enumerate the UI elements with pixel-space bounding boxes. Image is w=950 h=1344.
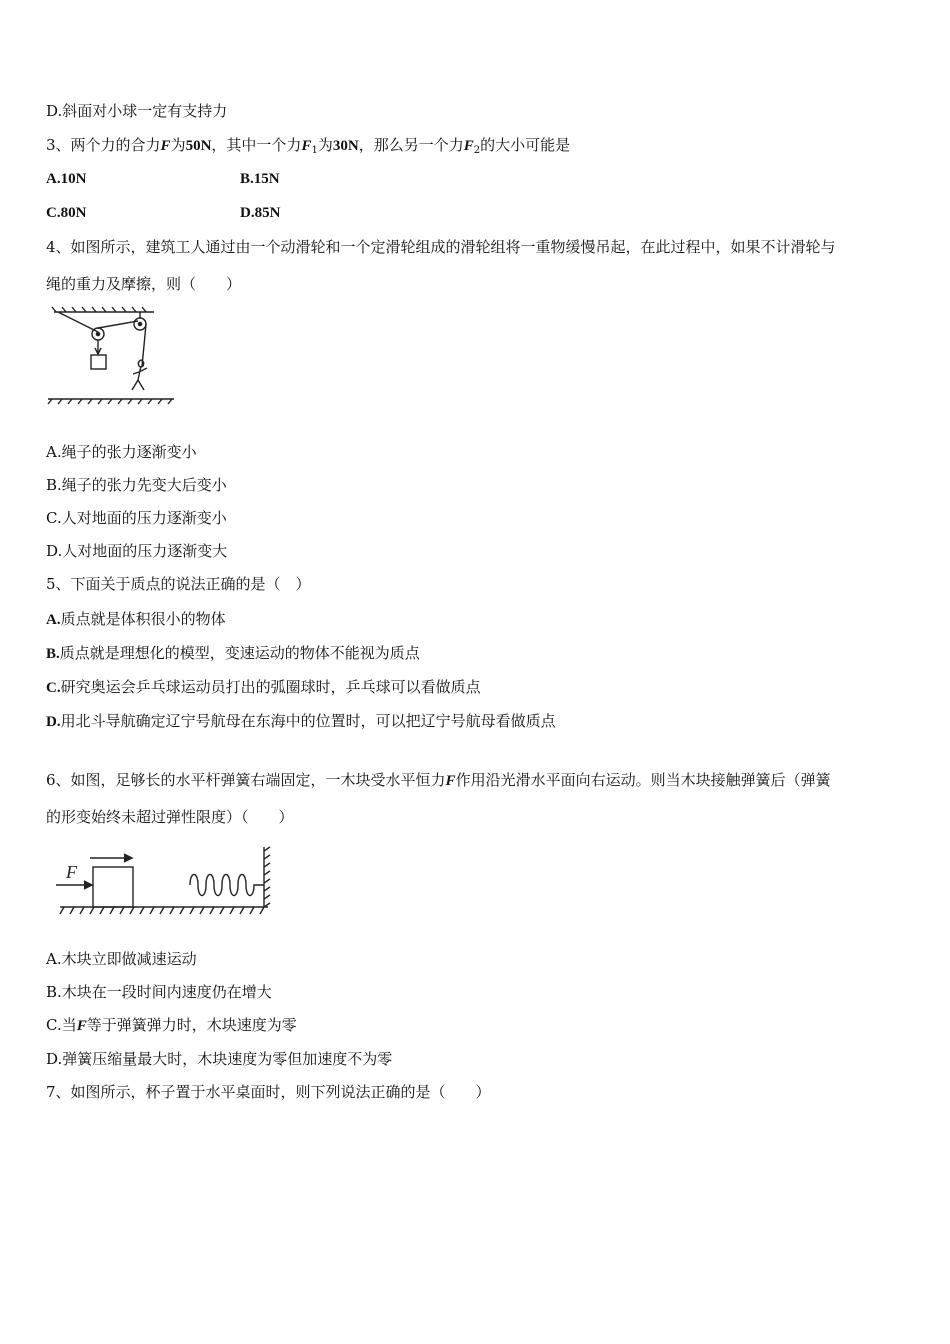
q3-symbol-f2: F bbox=[463, 138, 474, 154]
q6-stem-line2: 的形变始终未超过弹性限度）（ ） bbox=[46, 808, 294, 826]
q5-option-d-text: 用北斗导航确定辽宁号航母在东海中的位置时，可以把辽宁号航母看做质点 bbox=[60, 712, 556, 730]
spring-block-figure bbox=[56, 845, 278, 921]
q4-option-d: D.人对地面的压力逐渐变大 bbox=[46, 542, 228, 560]
q3-symbol-f: F bbox=[160, 138, 171, 154]
q3-force-f1: 30N bbox=[332, 138, 359, 154]
q3-stem-mid1: 为 bbox=[170, 136, 186, 154]
q6-option-c bbox=[46, 1015, 297, 1036]
q3-stem-mid3: 为 bbox=[317, 136, 333, 154]
q3-option-c: C.80N bbox=[46, 205, 87, 221]
q2-option-d: D.斜面对小球一定有支持力 bbox=[46, 102, 228, 120]
pulley-figure bbox=[46, 306, 180, 406]
q4-option-a: A.绳子的张力逐渐变小 bbox=[46, 443, 197, 461]
q5-option-a-text: 质点就是体积很小的物体 bbox=[60, 610, 226, 628]
q3-option-b: B.15N bbox=[240, 171, 280, 187]
q3-stem-mid4: ，那么另一个力 bbox=[358, 136, 464, 154]
q5-option-c-letter: C. bbox=[46, 680, 61, 696]
q5-option-d bbox=[46, 711, 556, 732]
q6-symbol-f: F bbox=[445, 773, 456, 789]
q7-stem: 7、如图所示，杯子置于水平桌面时，则下列说法正确的是（ ） bbox=[46, 1083, 491, 1101]
q6-stem-line1 bbox=[46, 770, 831, 791]
q5-option-c bbox=[46, 677, 481, 698]
q5-option-b-text: 质点就是理想化的模型，变速运动的物体不能视为质点 bbox=[59, 644, 420, 662]
spring-figure-force-label: F bbox=[66, 862, 77, 882]
q6-option-c-b: 等于弹簧弹力时，木块速度为零 bbox=[86, 1016, 297, 1034]
q3-symbol-f1: F bbox=[301, 138, 312, 154]
q3-stem-prefix: 3、两个力的合力 bbox=[46, 136, 161, 154]
q6-stem-line1-b: 作用沿光滑水平面向右运动。则当木块接触弹簧后（弹簧 bbox=[455, 771, 831, 789]
q5-option-a bbox=[46, 609, 226, 630]
q3-subscript-1: 1 bbox=[311, 145, 318, 156]
q4-option-c: C.人对地面的压力逐渐变小 bbox=[46, 509, 227, 527]
q4-option-b: B.绳子的张力先变大后变小 bbox=[46, 476, 227, 494]
q3-stem bbox=[46, 135, 570, 161]
q5-option-d-letter: D. bbox=[46, 714, 61, 730]
q6-option-a: A.木块立即做减速运动 bbox=[46, 950, 197, 968]
q4-stem-line2: 绳的重力及摩擦，则（ ） bbox=[46, 275, 242, 293]
q5-stem: 5、下面关于质点的说法正确的是（ ） bbox=[46, 575, 311, 593]
q5-option-c-text: 研究奥运会乒乓球运动员打出的弧圈球时，乒乓球可以看做质点 bbox=[60, 678, 481, 696]
q5-option-b-letter: B. bbox=[46, 646, 60, 662]
q6-option-b: B.木块在一段时间内速度仍在增大 bbox=[46, 983, 272, 1001]
q5-option-b bbox=[46, 643, 420, 664]
q3-stem-mid2: ，其中一个力 bbox=[211, 136, 302, 154]
q6-option-c-a: C.当 bbox=[46, 1016, 77, 1034]
q6-option-c-symbol-f: F bbox=[76, 1018, 87, 1034]
q3-stem-suffix: 的大小可能是 bbox=[480, 136, 571, 154]
q3-option-a: A.10N bbox=[46, 171, 87, 187]
q5-option-a-letter: A. bbox=[46, 612, 61, 628]
q6-stem-line1-a: 6、如图，足够长的水平杆弹簧右端固定，一木块受水平恒力 bbox=[46, 771, 446, 789]
q6-option-d: D.弹簧压缩量最大时，木块速度为零但加速度不为零 bbox=[46, 1050, 393, 1068]
q3-subscript-2: 2 bbox=[473, 145, 481, 156]
q4-stem-line1: 4、如图所示，建筑工人通过由一个动滑轮和一个定滑轮组成的滑轮组将一重物缓慢吊起，在此过程中，如果不计滑轮与 bbox=[46, 238, 836, 256]
q3-total-force: 50N bbox=[185, 138, 212, 154]
q3-option-d: D.85N bbox=[240, 205, 281, 221]
